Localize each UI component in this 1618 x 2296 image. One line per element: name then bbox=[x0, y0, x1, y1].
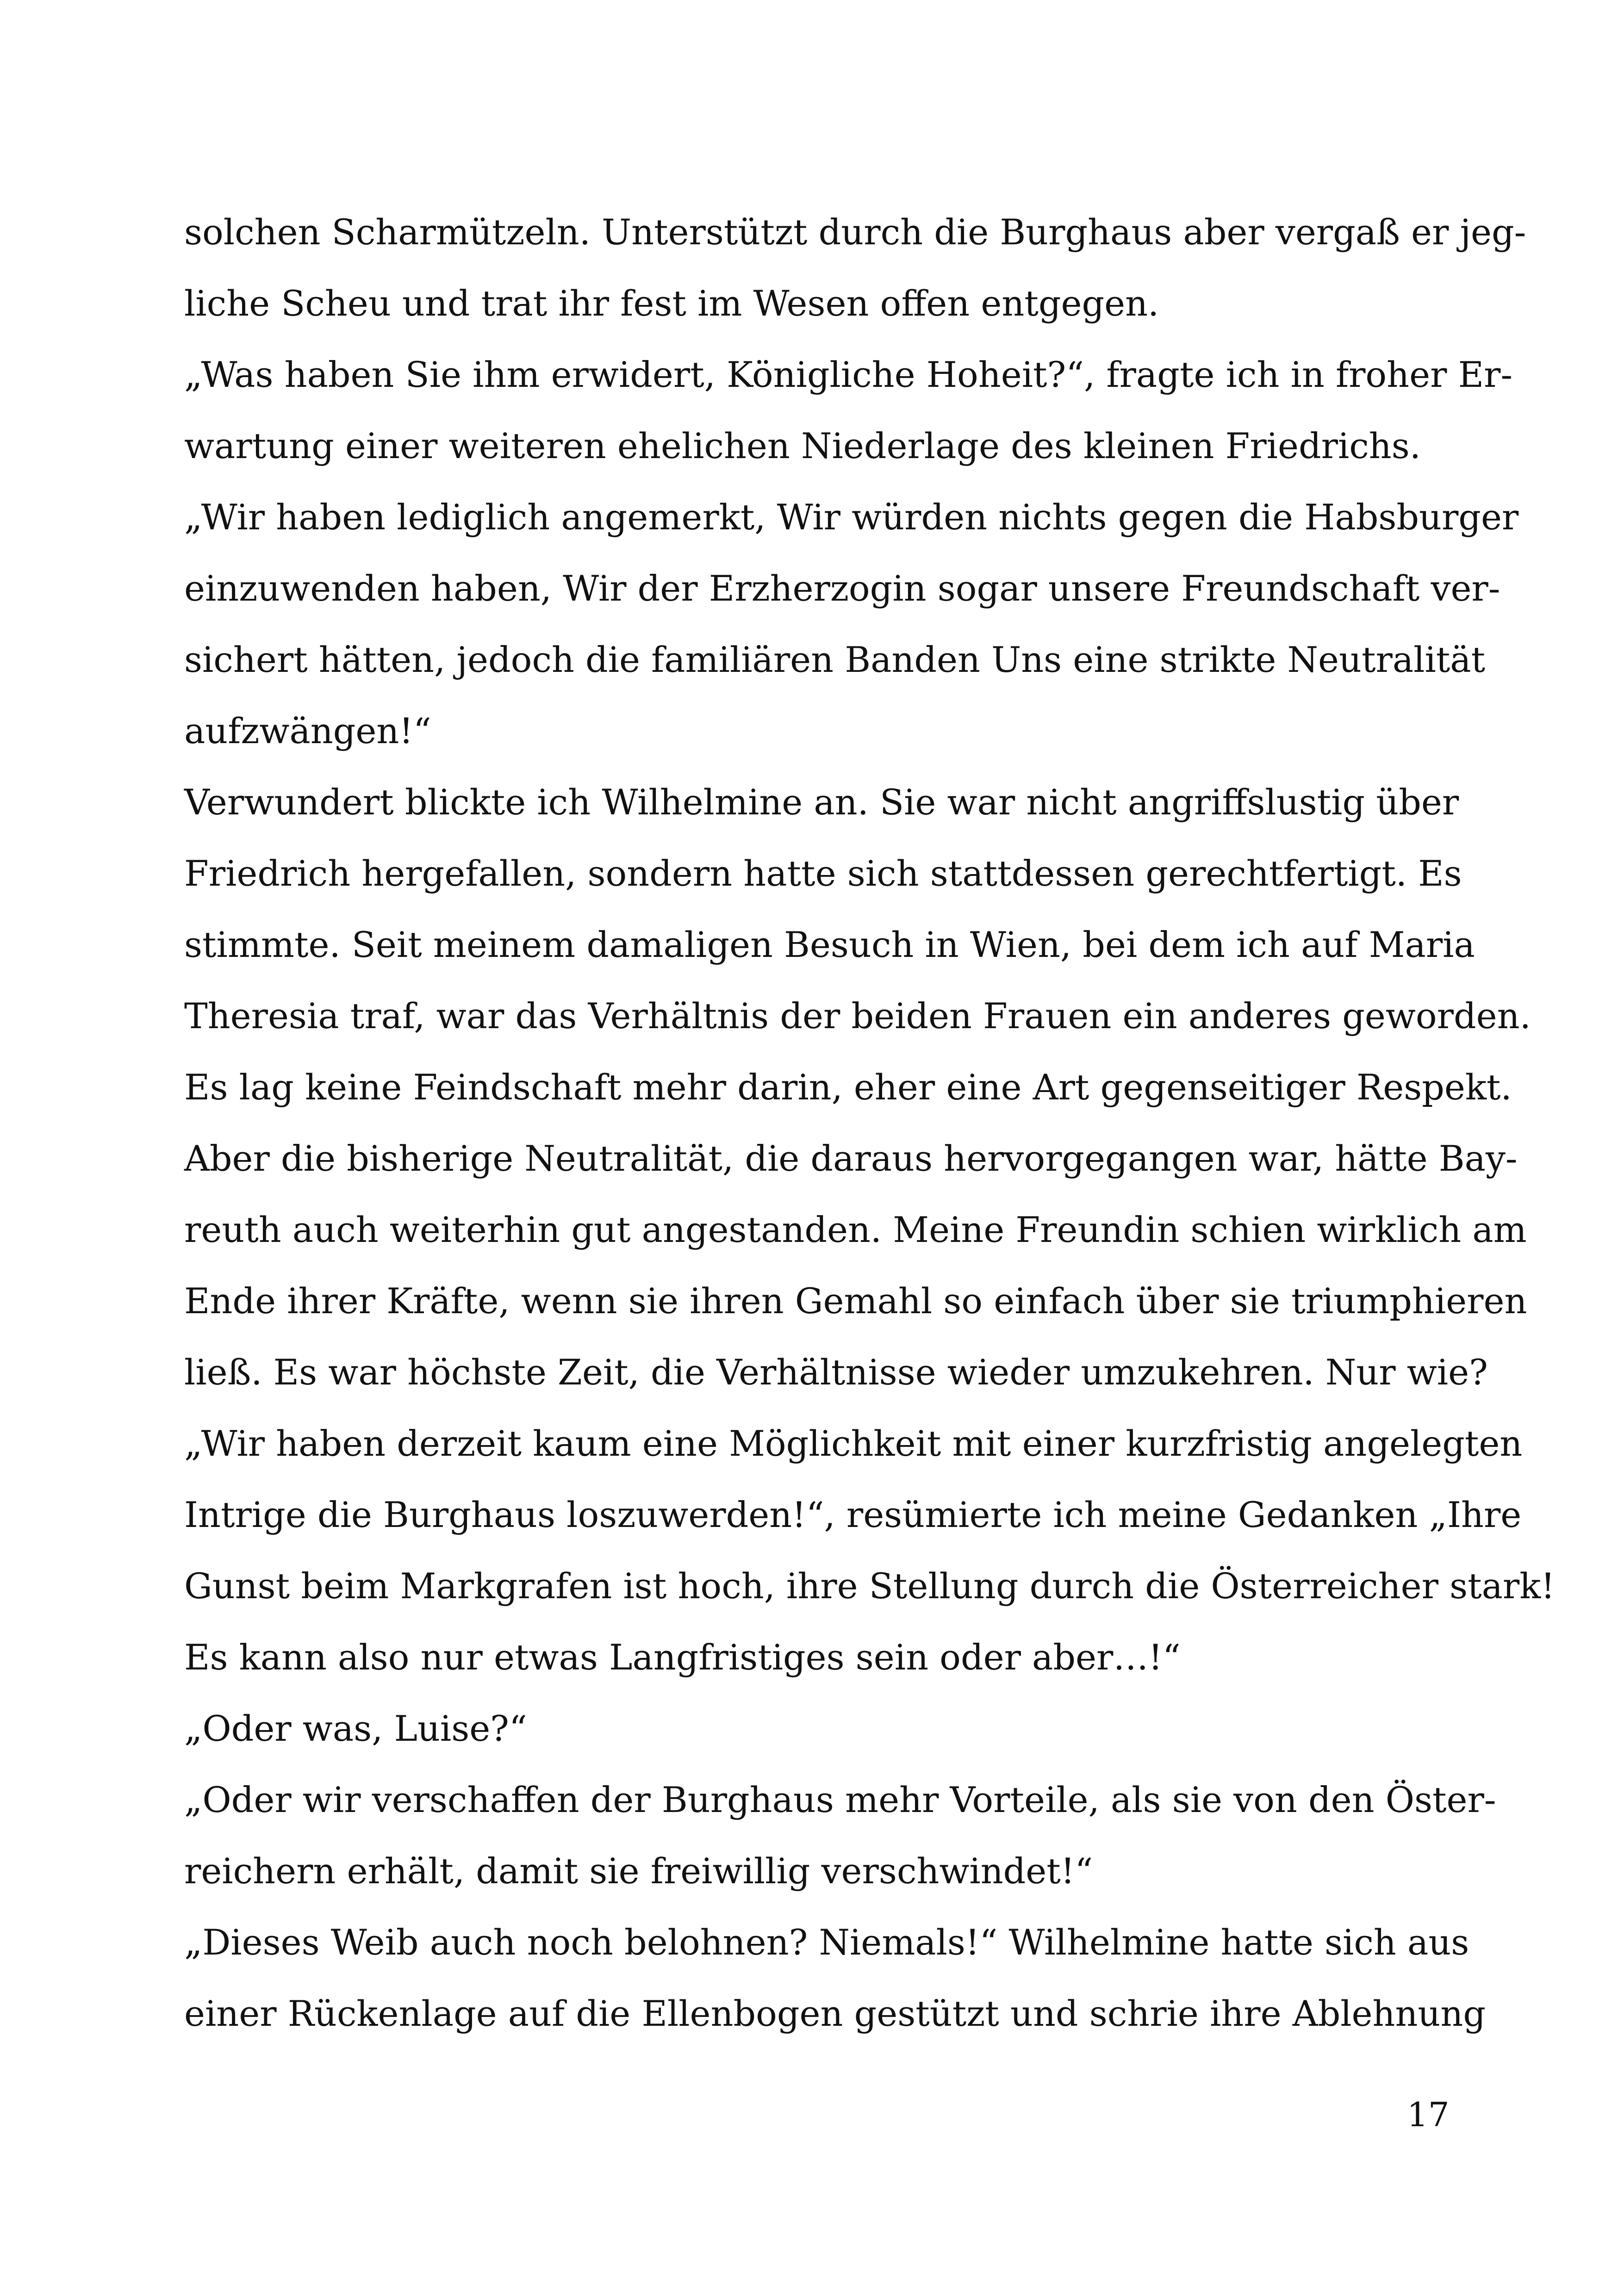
text-line: „Oder was, Luise?“ bbox=[184, 1708, 527, 1749]
text-line: reuth auch weiterhin gut angestanden. Meine Freundin schien wirklich am bbox=[184, 1209, 1527, 1250]
text-line: „Oder wir verschaffen der Burghaus mehr Vorteile, als sie von den Öster- bbox=[184, 1779, 1496, 1820]
text-line: „Was haben Sie ihm erwidert, Königliche Hoheit?“, fragte ich in froher Er- bbox=[184, 354, 1513, 395]
book-page-text bbox=[184, 197, 1555, 2049]
text-line: Es kann also nur etwas Langfristiges sein oder aber…!“ bbox=[184, 1637, 1181, 1678]
text-line: „Dieses Weib auch noch belohnen? Niemals!“ Wilhelmine hatte sich aus bbox=[184, 1922, 1469, 1963]
text-line: sichert hätten, jedoch die familiären Banden Uns eine strikte Neutralität bbox=[184, 639, 1486, 680]
text-line: einer Rückenlage auf die Ellenbogen gestützt und schrie ihre Ablehnung bbox=[184, 1993, 1486, 2034]
text-line: Es lag keine Feindschaft mehr darin, eher eine Art gegenseitiger Respekt. bbox=[184, 1067, 1512, 1108]
text-line: Verwundert blickte ich Wilhelmine an. Sie war nicht angriffslustig über bbox=[184, 782, 1459, 823]
text-line: Intrige die Burghaus loszuwerden!“, resümierte ich meine Gedanken „Ihre bbox=[184, 1494, 1522, 1535]
text-line: Ende ihrer Kräfte, wenn sie ihren Gemahl so einfach über sie triumphieren bbox=[184, 1280, 1527, 1322]
text-line: „Wir haben derzeit kaum eine Möglichkeit mit einer kurzfristig angelegten bbox=[184, 1423, 1523, 1464]
text-line: Aber die bisherige Neutralität, die daraus hervorgegangen war, hätte Bay- bbox=[184, 1138, 1518, 1179]
text-line: ließ. Es war höchste Zeit, die Verhältnisse wieder umzukehren. Nur wie? bbox=[184, 1352, 1488, 1393]
text-line: Friedrich hergefallen, sondern hatte sich stattdessen gerechtfertigt. Es bbox=[184, 853, 1462, 894]
text-line: Theresia traf, war das Verhältnis der beiden Frauen ein anderes geworden. bbox=[184, 995, 1531, 1036]
text-line: solchen Scharmützeln. Unterstützt durch die Burghaus aber vergaß er jeg- bbox=[184, 211, 1526, 253]
text-line: einzuwenden haben, Wir der Erzherzogin sogar unsere Freundschaft ver- bbox=[184, 568, 1500, 609]
text-line: „Wir haben lediglich angemerkt, Wir würden nichts gegen die Habsburger bbox=[184, 496, 1519, 538]
text-line: liche Scheu und trat ihr fest im Wesen offen entgegen. bbox=[184, 283, 1159, 324]
text-line: aufzwängen!“ bbox=[184, 710, 431, 751]
text-line: stimmte. Seit meinem damaligen Besuch in Wien, bei dem ich auf Maria bbox=[184, 924, 1475, 965]
text-line: reichern erhält, damit sie freiwillig verschwindet!“ bbox=[184, 1850, 1093, 1892]
page-number: 17 bbox=[1407, 2095, 1450, 2134]
text-line: wartung einer weiteren ehelichen Niederlage des kleinen Friedrichs. bbox=[184, 425, 1421, 466]
text-line: Gunst beim Markgrafen ist hoch, ihre Stellung durch die Österreicher stark! bbox=[184, 1565, 1555, 1607]
